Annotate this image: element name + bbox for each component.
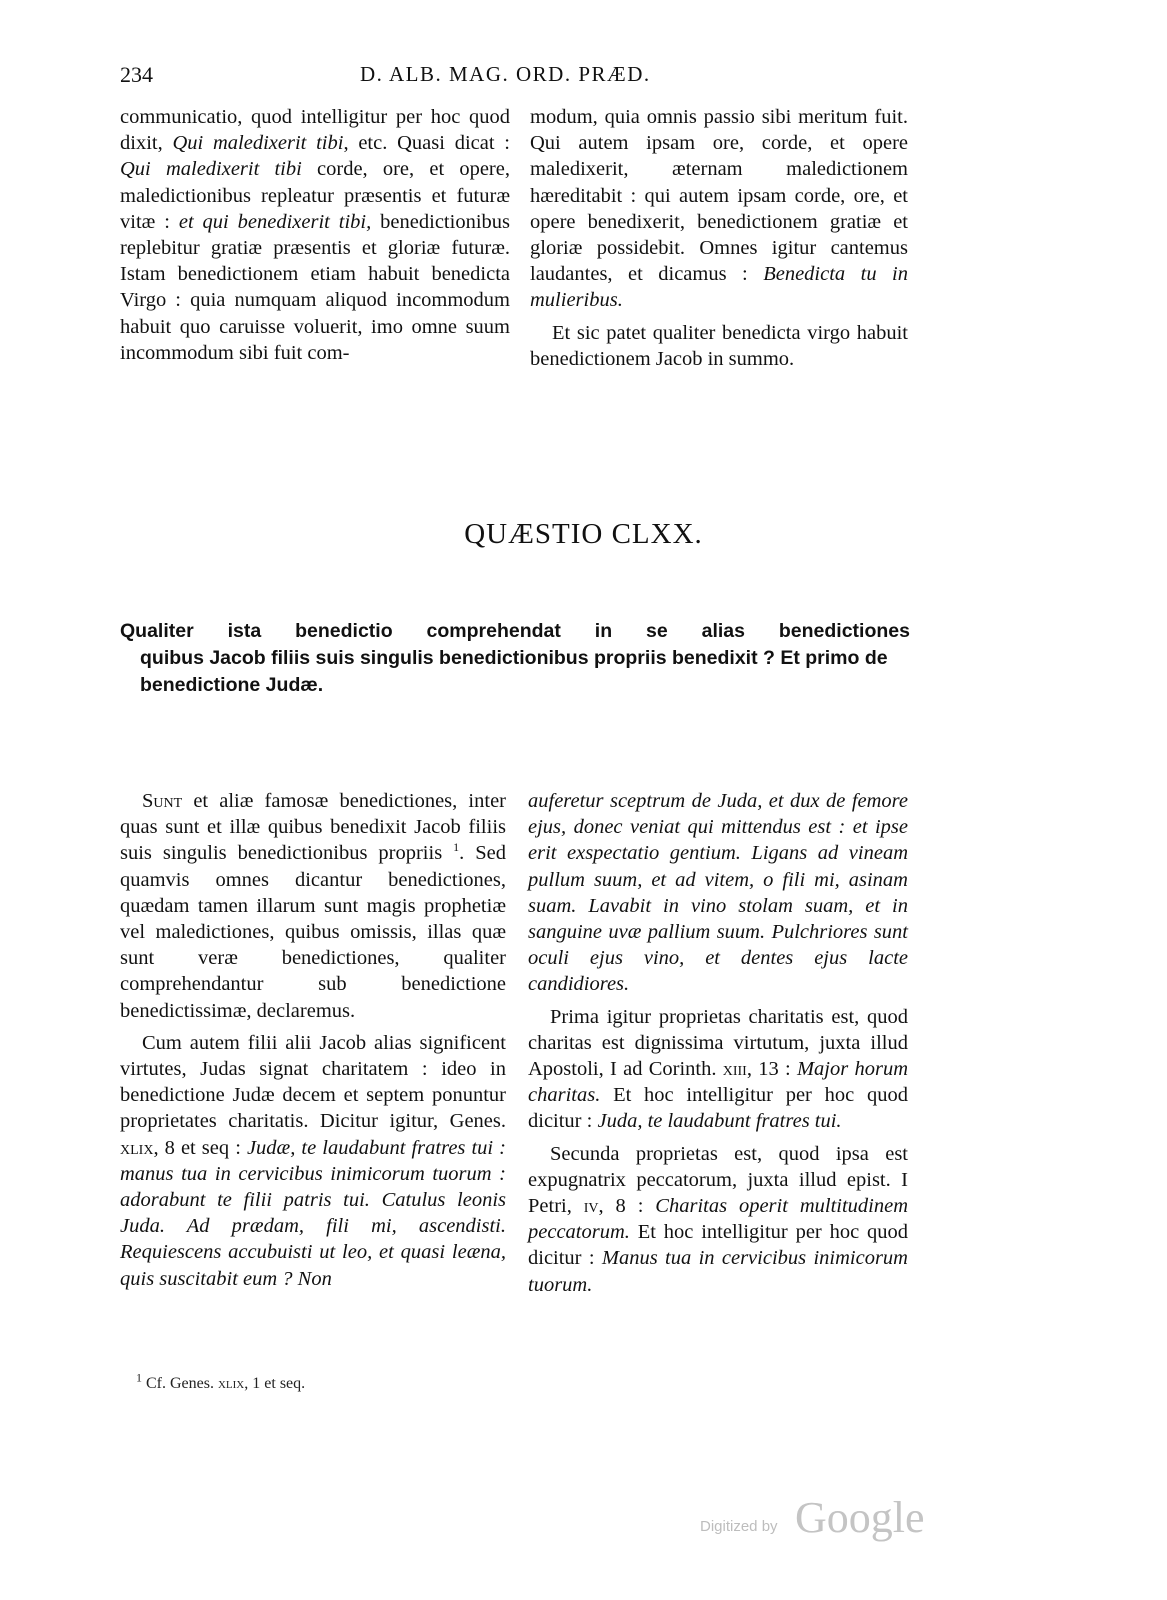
chapter-ref: iv (583, 1195, 599, 1218)
text-span: , 8 : (598, 1195, 656, 1218)
paragraph (528, 1141, 908, 1298)
text-span: Secunda proprietas est, quod ipsa est expugnatrix peccatorum, juxta illud epist. I Petri, (528, 1142, 908, 1218)
digitized-by-label: Digitized by (700, 1518, 778, 1535)
paragraph (528, 788, 908, 998)
page-header (0, 62, 1167, 92)
question-title: QUÆSTIO CLXX. (464, 518, 703, 550)
chapter-ref: xiii (722, 1058, 747, 1081)
small-caps-opening: Sunt (142, 790, 183, 812)
quotation: Manus tua in cervicibus inimicorum tuorum. (528, 1247, 908, 1296)
text-span: . Sed quamvis omnes dicantur benedictiones, quædam tamen illarum sunt magis prophetiæ vel maledictiones, quibus omissis, illas quæ sunt veræ benedictiones, qualiter comprehendantur sub benedictione benedictissimæ, declaremus. (120, 842, 506, 1022)
text-span: benedictionibus replebitur gratiæ præsentis et gloriæ futuræ. Istam benedictionem etiam habuit benedicta Virgo : quia numquam aliquod incommodum habuit quo caruisse voluerit, imo omne suum incommodum sibi fuit com- (120, 210, 510, 364)
text-span: modum, quia omnis passio sibi meritum fuit. Qui autem ipsam ore, corde, et opere maledixerit, æternam maledictionem hæreditabit : qui autem ipsam corde, ore, et opere benedixerit, benedictionem gratiæ et gloriæ possidebit. Omnes igitur cantemus laudantes, et dicamus : (530, 106, 908, 286)
quotation: et qui benedixerit tibi, (178, 210, 372, 233)
paragraph (120, 104, 510, 366)
google-logo: Google (795, 1493, 925, 1542)
running-head: D. ALB. MAG. ORD. PRÆD. (360, 62, 651, 86)
subtitle-continuation: quibus Jacob filiis suis singulis benedictionibus propriis benedixit ? Et primo de benedictione Judæ. (140, 647, 888, 696)
footnote-marker: 1 (136, 1370, 142, 1385)
paragraph (528, 1004, 908, 1135)
bottom-left-column (120, 788, 506, 1292)
paragraph: Et sic patet qualiter benedicta virgo habuit benedictionem Jacob in summo. (530, 321, 908, 370)
page-number: 234 (120, 62, 153, 87)
quotation: auferetur sceptrum de Juda, et dux de femore ejus, donec veniat qui mittendus est : et ipse erit exspectatio gentium. Ligans ad vineam pullum suum, et ad vitem, o fili mi, asinam suam. Lavabit in vino stolam suam, et in sanguine uvæ pallium suum. Pulchriores sunt oculi ejus vino, et dentes ejus lacte candidiores. (528, 790, 908, 996)
quotation: Judæ, te laudabunt fratres tui : manus tua in cervicibus inimicorum tuorum : adorabunt te filii patris tui. Catulus leonis Juda. Ad prædam, fili mi, ascendisti. Requiescens accubuisti ut leo, et quasi leæna, quis suscitabit eum ? Non (120, 1136, 506, 1290)
text-span: Cum autem filii alii Jacob alias significent virtutes, Judas signat charitatem : ideo in benedictione Judæ decem et septem ponuntur proprietates charitatis. Dicitur igitur, Genes. (120, 1031, 506, 1133)
chapter-ref: xlix (217, 1375, 245, 1392)
text-span: Et hoc intelligitur per hoc quod dicitur : (528, 1084, 908, 1133)
text-span: , 8 et seq : (153, 1136, 247, 1159)
bottom-right-column (528, 788, 908, 1298)
text-span: communicatio, quod intelligitur per hoc quod dixit, (120, 106, 510, 155)
text-span: Prima igitur proprietas charitatis est, quod charitas est dignissima virtutum, juxta illud Apostoli, I ad Corinth. (528, 1005, 908, 1081)
quotation: Charitas operit multitudinem peccatorum. (528, 1195, 909, 1244)
text-span: Cf. Genes. (142, 1375, 218, 1392)
text-span: Et hoc intelligitur per hoc quod dicitur : (528, 1221, 908, 1270)
text-span: et aliæ famosæ benedictiones, inter quas sunt et illæ quibus benedixit Jacob filiis suis singulis benedictionibus propriis (120, 790, 506, 865)
subtitle-line: Qualiter ista benedictio comprehendat in se alias benedictiones (120, 620, 910, 642)
quotation: Juda, te laudabunt fratres tui. (597, 1110, 842, 1133)
paragraph (120, 788, 506, 1024)
text-span: , etc. Quasi dicat : (343, 132, 510, 155)
text-span: corde, ore, et opere, maledictionibus repleatur præsentis et futuræ vitæ : (120, 158, 510, 233)
top-left-column (120, 104, 510, 366)
chapter-ref: xlix (120, 1136, 154, 1159)
question-subtitle (120, 618, 910, 699)
quotation: Qui maledixerit tibi (120, 158, 302, 181)
footnote (136, 1370, 306, 1393)
text-span: , 13 : (746, 1058, 797, 1081)
text-span: , 1 et seq. (244, 1375, 306, 1392)
quotation: Benedicta tu in mulieribus. (530, 263, 908, 312)
footnote-marker: 1 (453, 840, 460, 855)
top-right-column (530, 104, 908, 372)
paragraph (530, 104, 908, 314)
quotation: Qui maledixerit tibi (172, 132, 344, 155)
quotation: Major horum charitas. (528, 1058, 908, 1107)
google-watermark (700, 1492, 940, 1542)
paragraph (120, 1030, 506, 1292)
